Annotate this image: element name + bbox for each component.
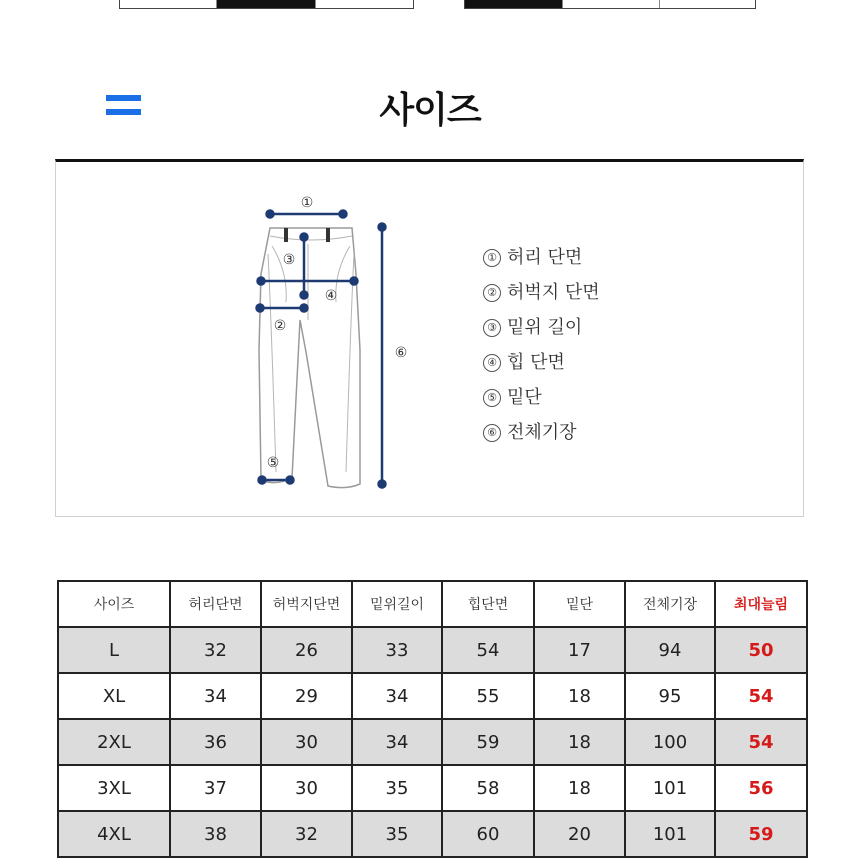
header-size: 사이즈: [58, 581, 170, 627]
cell-max-stretch: 56: [715, 765, 807, 811]
cell: 95: [625, 673, 715, 719]
cell: 26: [261, 627, 352, 673]
cell: 33: [352, 627, 442, 673]
header-waist: 허리단면: [170, 581, 261, 627]
cell: 54: [442, 627, 534, 673]
cell: 36: [170, 719, 261, 765]
cell: 18: [534, 765, 625, 811]
cell: 17: [534, 627, 625, 673]
option-strip-left: [119, 0, 414, 9]
legend-item: ② 허벅지 단면: [483, 279, 600, 314]
table-row: [58, 627, 807, 673]
cell-max-stretch: 59: [715, 811, 807, 857]
cell: 101: [625, 811, 715, 857]
cell-max-stretch: 50: [715, 627, 807, 673]
measurement-legend: [483, 244, 600, 454]
cell-size: XL: [58, 673, 170, 719]
page-title: 사이즈: [379, 90, 481, 131]
legend-item: ① 허리 단면: [483, 244, 600, 279]
marker-2: ②: [273, 318, 287, 334]
size-table: [57, 580, 808, 858]
option-cell-selected[interactable]: [216, 0, 315, 8]
table-row: [58, 765, 807, 811]
pants-illustration: [56, 162, 805, 520]
table-row: [58, 673, 807, 719]
header-max-stretch: 최대늘림: [715, 581, 807, 627]
legend-label: 힙 단면: [507, 352, 565, 373]
cell: 20: [534, 811, 625, 857]
legend-item: ⑥ 전체기장: [483, 419, 600, 454]
marker-1: ①: [300, 195, 314, 211]
cell: 60: [442, 811, 534, 857]
table-row: [58, 811, 807, 857]
cell: 101: [625, 765, 715, 811]
cell: 18: [534, 673, 625, 719]
cell: 32: [261, 811, 352, 857]
cell: 37: [170, 765, 261, 811]
option-cell-selected[interactable]: [465, 0, 562, 8]
legend-label: 전체기장: [507, 422, 577, 443]
cell: 34: [352, 719, 442, 765]
pants-outline: [259, 228, 360, 488]
table-row: [58, 719, 807, 765]
legend-label: 밑단: [507, 387, 542, 408]
option-cell[interactable]: [315, 0, 413, 8]
belt-loop: [326, 228, 330, 242]
marker-4: ④: [324, 288, 338, 304]
cell-size: 4XL: [58, 811, 170, 857]
size-diagram: [55, 159, 804, 517]
cell: 55: [442, 673, 534, 719]
cell-size: 3XL: [58, 765, 170, 811]
cell: 58: [442, 765, 534, 811]
option-cell[interactable]: [562, 0, 659, 8]
cell: 35: [352, 765, 442, 811]
header-hip: 힙단면: [442, 581, 534, 627]
cell: 38: [170, 811, 261, 857]
legend-item: ④ 힙 단면: [483, 349, 600, 384]
marker-3: ③: [282, 252, 296, 268]
cell-size: L: [58, 627, 170, 673]
header-hem: 밑단: [534, 581, 625, 627]
cell: 32: [170, 627, 261, 673]
cell: 35: [352, 811, 442, 857]
legend-label: 밑위 길이: [507, 317, 583, 338]
cell: 94: [625, 627, 715, 673]
cell-size: 2XL: [58, 719, 170, 765]
cell-max-stretch: 54: [715, 719, 807, 765]
marker-6: ⑥: [394, 345, 408, 361]
belt-loop: [284, 228, 288, 242]
table-header-row: [58, 581, 807, 627]
cell: 30: [261, 765, 352, 811]
marker-5: ⑤: [266, 455, 280, 471]
cell: 100: [625, 719, 715, 765]
legend-label: 허리 단면: [507, 247, 583, 268]
option-strip-right: [464, 0, 756, 9]
cell: 30: [261, 719, 352, 765]
cell: 34: [352, 673, 442, 719]
cell-max-stretch: 54: [715, 673, 807, 719]
option-cell[interactable]: [659, 0, 755, 8]
legend-item: ⑤ 밑단: [483, 384, 600, 419]
cell: 34: [170, 673, 261, 719]
option-cell[interactable]: [120, 0, 216, 8]
header-rise: 밑위길이: [352, 581, 442, 627]
legend-label: 허벅지 단면: [507, 282, 600, 303]
cell: 29: [261, 673, 352, 719]
legend-item: ③ 밑위 길이: [483, 314, 600, 349]
cell: 59: [442, 719, 534, 765]
cell: 18: [534, 719, 625, 765]
header-total-length: 전체기장: [625, 581, 715, 627]
header-thigh: 허벅지단면: [261, 581, 352, 627]
